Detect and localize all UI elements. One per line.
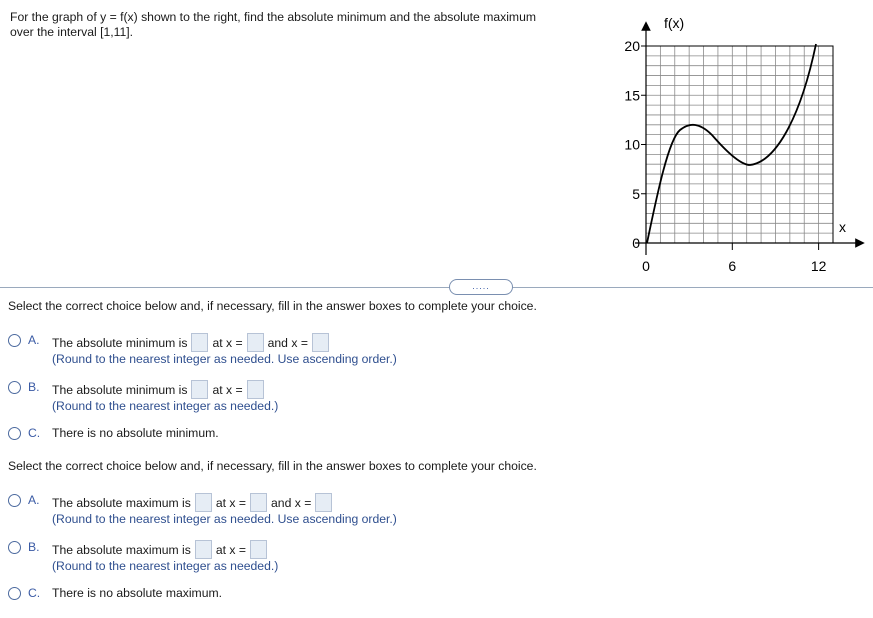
y-tick-label: 10	[624, 136, 640, 153]
max-a-x1-input[interactable]	[250, 493, 267, 512]
min-a-text3: and x =	[267, 335, 308, 350]
max-b-x-input[interactable]	[250, 540, 267, 559]
question-line-2: over the interval [1,11].	[10, 25, 134, 39]
y-tick-label: 15	[624, 87, 640, 104]
max-choice-c[interactable]	[8, 586, 608, 602]
min-b-text1: The absolute minimum is	[52, 382, 188, 397]
min-a-hint: (Round to the nearest integer as needed. Use ascending order.)	[52, 352, 397, 366]
max-a-text2: at x =	[215, 495, 247, 510]
min-choice-a-radio[interactable]	[8, 334, 21, 347]
x-axis-label: x	[839, 219, 846, 235]
x-tick-label: 6	[728, 258, 737, 274]
max-b-text1: The absolute maximum is	[52, 542, 191, 557]
min-b-x-input[interactable]	[247, 380, 264, 399]
min-choice-b-radio[interactable]	[8, 381, 21, 394]
max-choice-c-radio[interactable]	[8, 587, 21, 600]
max-b-hint: (Round to the nearest integer as needed.)	[52, 559, 279, 573]
max-b-text2: at x =	[215, 542, 247, 557]
min-choice-c[interactable]	[8, 426, 608, 442]
question-text	[10, 10, 600, 40]
min-a-value-input[interactable]	[191, 333, 208, 352]
y-tick-label: 0	[632, 235, 640, 251]
y-ticks	[624, 38, 646, 251]
part2-prompt: Select the correct choice below and, if necessary, fill in the answer boxes to complete your choice.	[8, 459, 537, 473]
max-a-hint: (Round to the nearest integer as needed. Use ascending order.)	[52, 512, 397, 526]
min-choice-b-letter: B.	[28, 380, 40, 394]
x-ticks	[642, 243, 827, 274]
min-a-text1: The absolute minimum is	[52, 335, 188, 350]
y-tick-label: 20	[624, 38, 640, 54]
y-axis-label: f(x)	[664, 15, 685, 31]
question-line-1: For the graph of y = f(x) shown to the right, find the absolute minimum and the absolute maximum	[10, 10, 537, 24]
min-choice-c-letter: C.	[28, 426, 41, 440]
min-b-value-input[interactable]	[191, 380, 208, 399]
min-choice-c-radio[interactable]	[8, 427, 21, 440]
x-tick-label: 12	[810, 258, 827, 274]
min-a-x1-input[interactable]	[247, 333, 264, 352]
graph-svg	[590, 10, 873, 280]
min-b-hint: (Round to the nearest integer as needed.)	[52, 399, 279, 413]
function-graph	[590, 10, 873, 280]
max-choice-b-letter: B.	[28, 540, 40, 554]
max-a-text3: and x =	[271, 495, 312, 510]
grid	[646, 46, 833, 243]
max-c-text: There is no absolute maximum.	[52, 586, 223, 600]
more-button[interactable]: .....	[449, 279, 513, 295]
min-b-text2: at x =	[212, 382, 243, 397]
max-choice-a[interactable]	[8, 493, 608, 529]
min-a-text2: at x =	[212, 335, 243, 350]
min-a-x2-input[interactable]	[312, 333, 329, 352]
max-b-value-input[interactable]	[195, 540, 212, 559]
max-a-x2-input[interactable]	[315, 493, 332, 512]
max-a-text1: The absolute maximum is	[52, 495, 191, 510]
y-tick-label: 5	[632, 185, 640, 202]
section-divider	[0, 287, 873, 288]
part1-prompt: Select the correct choice below and, if necessary, fill in the answer boxes to complete your choice.	[8, 299, 537, 313]
max-a-value-input[interactable]	[195, 493, 212, 512]
max-choice-b[interactable]	[8, 540, 608, 576]
x-tick-label: 0	[642, 258, 650, 274]
max-choice-a-radio[interactable]	[8, 494, 21, 507]
max-choice-b-radio[interactable]	[8, 541, 21, 554]
max-choice-a-letter: A.	[28, 493, 40, 507]
min-choice-a-letter: A.	[28, 333, 40, 347]
min-choice-a[interactable]	[8, 333, 608, 369]
min-choice-b[interactable]	[8, 380, 608, 416]
max-choice-c-letter: C.	[28, 586, 41, 600]
min-c-text: There is no absolute minimum.	[52, 426, 219, 440]
